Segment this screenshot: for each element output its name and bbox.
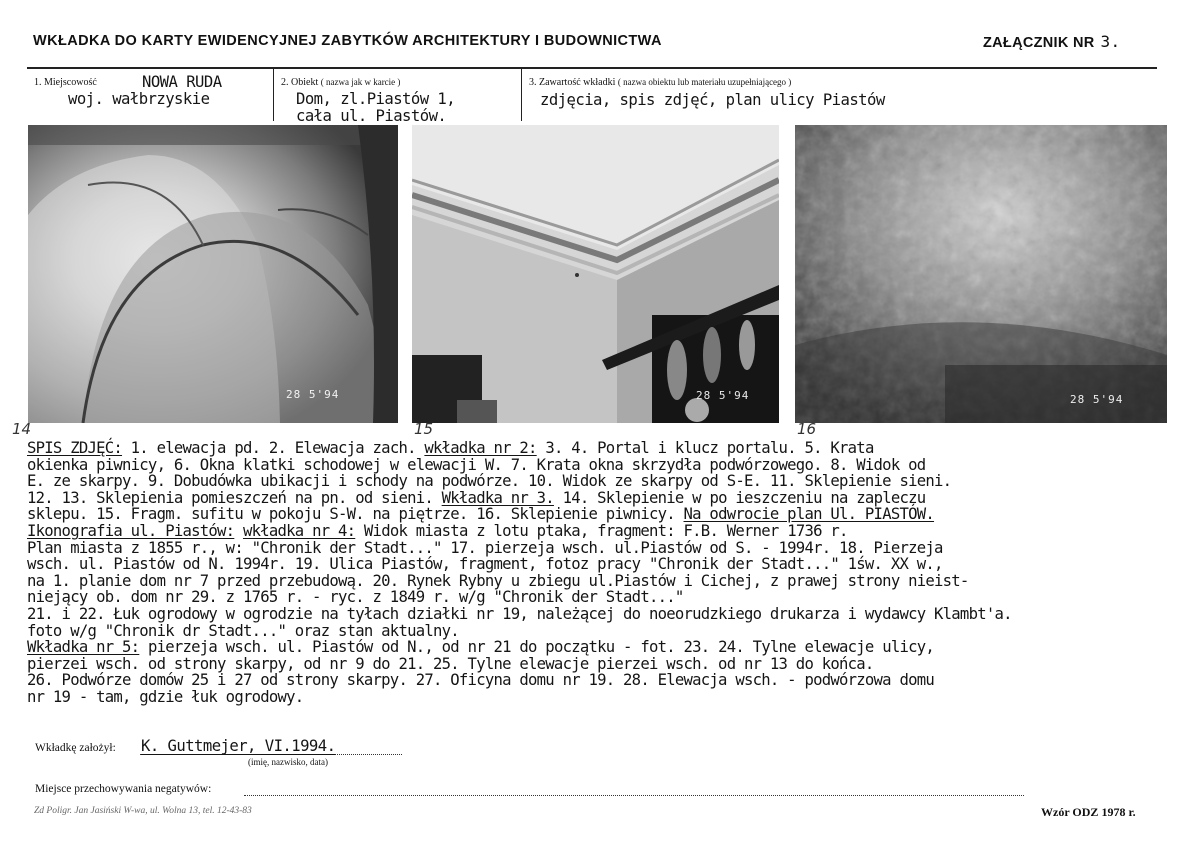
form-title: WKŁADKA DO KARTY EWIDENCYJNEJ ZABYTKÓW ARCHITEKTURY I BUDOWNICTWA (33, 33, 662, 49)
photo-14-datestamp: 28 5'94 (286, 388, 340, 401)
list-text: sklepu. 15. Fragm. sufitu w pokoju S-W. na piętrze. 16. Sklepienie piwnicy. (27, 505, 684, 524)
object-label-text: 2. Obiekt (281, 77, 319, 88)
field-divider-2 (521, 67, 522, 121)
photo-list-line (27, 440, 1012, 457)
author-label: Wkładkę założył: (35, 742, 116, 754)
photo-list-line (27, 540, 1012, 557)
underlined-heading: Ikonografia ul. Piastów: (27, 521, 235, 540)
photo-list-line (27, 556, 1012, 573)
photo-list-line (27, 457, 1012, 474)
location-value: NOWA RUDA (142, 73, 222, 91)
ceiling-photo-image (412, 125, 779, 423)
list-text: na 1. planie dom nr 7 przed przebudową. 20. Rynek Rybny u zbiegu ul.Piastów i Cichej, z prawej strony nieist- (27, 571, 969, 590)
annex-number: 3. (1100, 32, 1121, 51)
photo-list-line (27, 473, 1012, 490)
form-pattern: Wzór ODZ 1978 r. (1041, 805, 1136, 819)
list-text: pierzei wsch. od strony skarpy, od nr 9 do 21. 25. Tylne elewacje pierzei wsch. od nr 13 do końca. (27, 654, 874, 673)
photo-list-line (27, 656, 1012, 673)
photo-list (27, 440, 1012, 706)
photo-list-line (27, 672, 1012, 689)
list-text: 26. Podwórze domów 25 i 27 od strony skarpy. 27. Oficyna domu nr 19. 28. Elewacja wsch. - podwórzowa domu (27, 671, 935, 690)
vault-photo-image (28, 125, 398, 423)
underlined-heading: SPIS ZDJĘĆ: (27, 439, 123, 457)
underlined-heading: Wkładka nr 5: (27, 638, 140, 657)
list-text: wsch. ul. Piastów od N. 1994r. 19. Ulica Piastów, fragment, fotoz pracy "Chronik der Stadt..." 1św. XX w., (27, 555, 943, 574)
list-text: niejący ob. dom nr 29. z 1765 r. - ryc. z 1849 r. w/g "Chronik der Stadt..." (27, 588, 684, 607)
author-value: K. Guttmejer, VI.1994. (141, 737, 336, 755)
list-text: Widok miasta z lotu ptaka, fragment: F.B. Werner 1736 r. (355, 521, 848, 540)
field-divider-1 (273, 67, 274, 121)
list-text: 21. i 22. Łuk ogrodowy w ogrodzie na tyłach działki nr 19, należącej do noeorudzkiego drukarza i wydawcy Klambt'a. (27, 604, 1012, 623)
printer-imprint: Zd Poligr. Jan Jasiński W-wa, ul. Wolna 13, tel. 12-43-83 (34, 806, 252, 816)
photo-number-15: 15 (414, 420, 434, 438)
underlined-heading: wkładka nr 4: (242, 521, 356, 540)
object-label-note: ( nazwa jak w karcie ) (320, 77, 401, 87)
object-field-label (281, 77, 400, 88)
photo-list-line (27, 573, 1012, 590)
author-note: (imię, nazwisko, data) (248, 757, 328, 767)
contents-label-text: 3. Zawartość wkładki (529, 77, 616, 88)
photo-14-vault (28, 125, 398, 423)
list-text: 3. 4. Portal i klucz portalu. 5. Krata (536, 439, 874, 457)
cellar-photo-image (795, 125, 1167, 423)
contents-value: zdjęcia, spis zdjęć, plan ulicy Piastów (540, 91, 885, 109)
list-text: Plan miasta z 1855 r., w: "Chronik der Stadt..." 17. pierzeja wsch. ul.Piastów od S. - 1994r. 18. Pierzeja (27, 538, 943, 557)
list-text: 1. elewacja pd. 2. Elewacja zach. (122, 439, 425, 457)
photo-16-cellar (795, 125, 1167, 423)
photo-16-datestamp: 28 5'94 (1070, 393, 1124, 406)
list-text: okienka piwnicy, 6. Okna klatki schodowej w elewacji W. 7. Krata okna skrzydła podwórzowego. 8. Widok od (27, 455, 926, 474)
location-field-label: 1. Miejscowość (34, 77, 97, 88)
list-text (234, 522, 243, 540)
photo-list-line (27, 689, 1012, 706)
photo-list-line (27, 639, 1012, 656)
list-text: 12. 13. Sklepienia pomieszczeń na pn. od sieni. (27, 488, 442, 507)
annex-label: ZAŁĄCZNIK NR (983, 35, 1095, 51)
negatives-dotted-line (244, 795, 1024, 796)
photo-list-line (27, 523, 1012, 540)
header-rule-top (27, 67, 1157, 69)
photo-number-14: 14 (12, 420, 32, 438)
contents-label-note: ( nazwa obiektu lub materiału uzupełniającego ) (617, 77, 792, 87)
underlined-heading: Na odwrocie plan Ul. PIASTÓW. (683, 505, 935, 524)
list-text: foto w/g "Chronik dr Stadt..." oraz stan aktualny. (27, 621, 459, 640)
list-text: pierzeja wsch. ul. Piastów od N., od nr 21 do początku - fot. 23. 24. Tylne elewacje ulicy, (139, 638, 935, 657)
photo-list-line (27, 506, 1012, 523)
list-text: nr 19 - tam, gdzie łuk ogrodowy. (27, 687, 304, 706)
photo-list-line (27, 623, 1012, 640)
voivodeship-value: woj. wałbrzyskie (68, 90, 210, 108)
photo-number-16: 16 (797, 420, 817, 438)
contents-field-label (529, 77, 791, 88)
photo-list-line (27, 589, 1012, 606)
underlined-heading: wkładka nr 2: (424, 439, 537, 457)
negatives-label: Miejsce przechowywania negatywów: (35, 783, 212, 795)
underlined-heading: Wkładka nr 3. (441, 488, 554, 507)
photo-15-ceiling (412, 125, 779, 423)
object-value-line2: cała ul. Piastów. (296, 107, 447, 125)
photo-list-line (27, 606, 1012, 623)
list-text: 14. Sklepienie w po ieszczeniu na zapleczu (553, 488, 926, 507)
list-text: E. ze skarpy. 9. Dobudówka ubikacji i schody na podwórze. 10. Widok ze skarpy od S-E. 11. Sklepienie sieni. (27, 472, 952, 491)
object-value-line1: Dom, zl.Piastów 1, (296, 90, 456, 108)
photo-list-line (27, 490, 1012, 507)
photo-15-datestamp: 28 5'94 (696, 389, 750, 402)
annex-heading (983, 32, 1120, 51)
